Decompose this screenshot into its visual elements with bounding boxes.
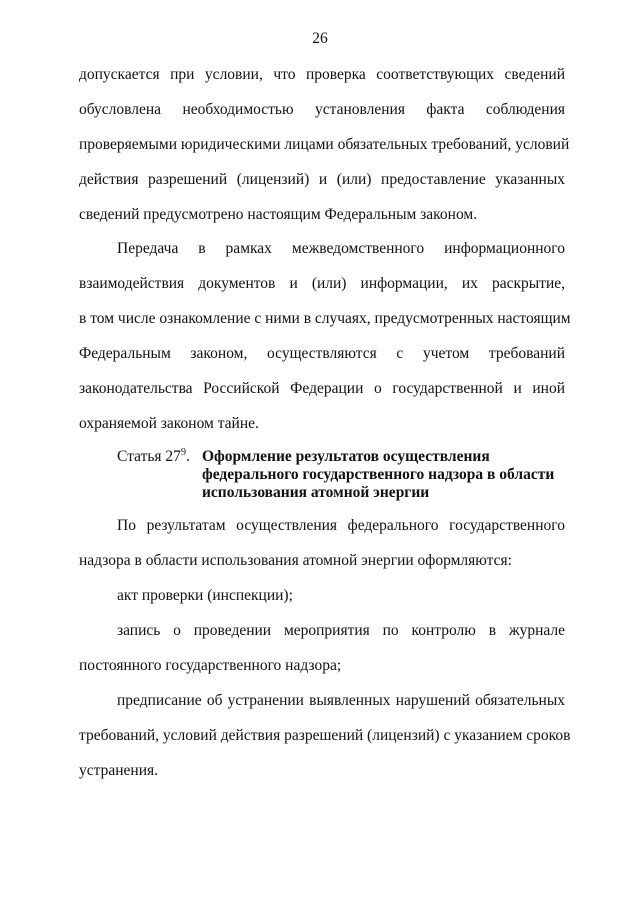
article-title-line: Оформление результатов осуществления (202, 448, 490, 465)
article-number: Статья 27 (117, 448, 181, 465)
paragraph-line: охраняемой законом тайне. (79, 415, 259, 432)
list-item-line: постоянного государственного надзора; (79, 657, 342, 674)
article-superscript: 9 (180, 447, 186, 458)
page-number: 26 (312, 30, 328, 47)
paragraph-line: По результатам осуществления федерального государственного (117, 517, 565, 534)
paragraph-line: действия разрешений (лицензий) и (или) предоставление указанных (79, 171, 565, 188)
paragraph-line: Федеральным законом, осуществляются с учетом требований (79, 345, 565, 362)
list-item: запись о проведении мероприятия по контролю в журнале (117, 622, 565, 639)
article-title-line: федерального государственного надзора в области (202, 466, 555, 483)
list-item: акт проверки (инспекции); (117, 587, 293, 604)
list-item-line: устранения. (79, 762, 158, 779)
list-item: предписание об устранении выявленных нарушений обязательных (117, 692, 565, 709)
paragraph-line: в том числе ознакомление с ними в случаях, предусмотренных настоящим (79, 310, 571, 327)
paragraph-line: Передача в рамках межведомственного информационного (117, 240, 565, 257)
article-label (117, 448, 190, 466)
paragraph-line: сведений предусмотрено настоящим Федеральным законом. (79, 206, 478, 223)
paragraph-line: обусловлена необходимостью установления факта соблюдения (79, 101, 565, 118)
paragraph-line: надзора в области использования атомной энергии оформляются: (79, 552, 512, 569)
paragraph-line: взаимодействия документов и (или) информации, их раскрытие, (79, 275, 565, 292)
article-title (202, 448, 562, 502)
paragraph-line: проверяемыми юридическими лицами обязательных требований, условий (79, 136, 570, 153)
article-dot: . (185, 448, 190, 465)
paragraph-line: законодательства Российской Федерации о государственной и иной (79, 380, 565, 397)
list-item-line: требований, условий действия разрешений (лицензий) с указанием сроков (79, 727, 571, 744)
article-title-line: использования атомной энергии (202, 484, 430, 501)
paragraph-line: допускается при условии, что проверка соответствующих сведений (79, 66, 565, 83)
